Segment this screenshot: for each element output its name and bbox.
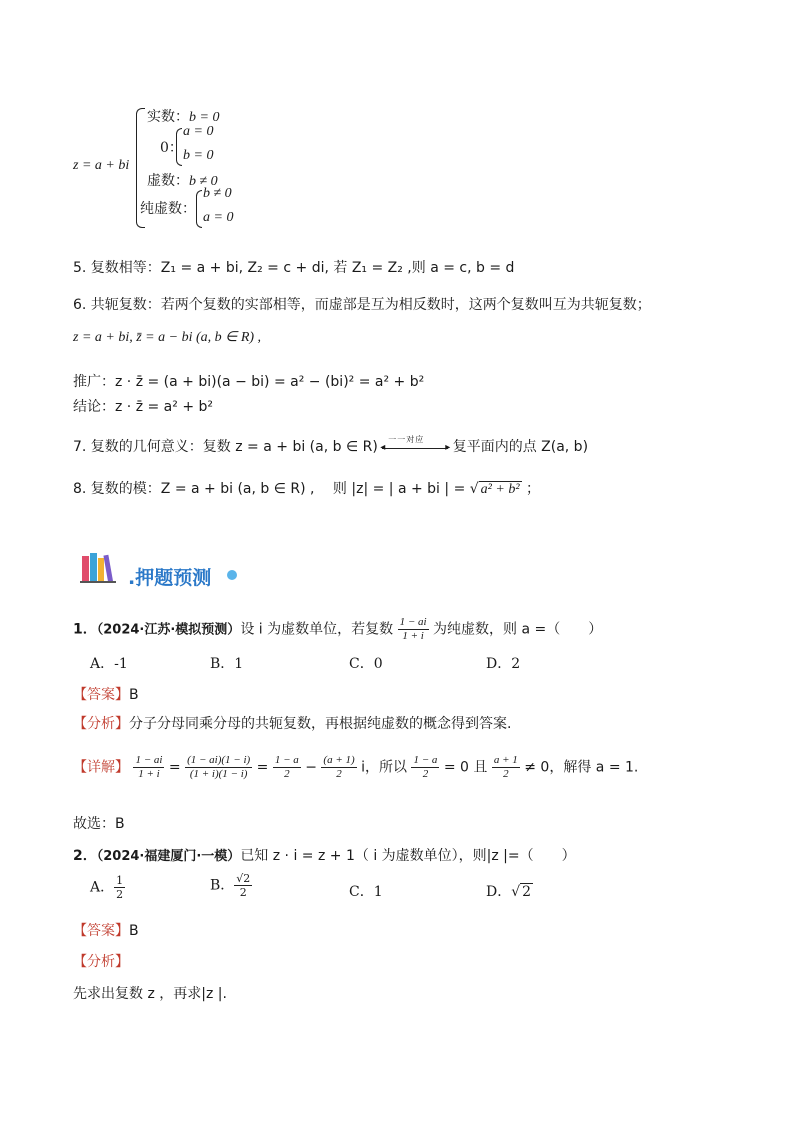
q2-answer-value: B [129,923,139,939]
q1-stem-pre: 设 i 为虚数单位，若复数 [240,621,394,638]
q2-option-d: D．√ 2 [486,884,532,900]
books-icon [80,550,120,584]
q1-choose: 故选：B [73,816,125,832]
q1-source: （2024·江苏·模拟预测） [96,622,241,638]
zero-brace [176,128,182,166]
point-8 [73,478,540,498]
sqrt-sign: √ [469,481,479,497]
q1-option-b: B．1 [210,656,244,672]
q2-source: （2024·福建厦门·一模） [96,849,241,864]
detail-frac-5: $\frac{1 - a}{2}$ [413,754,438,780]
real-cond: b = 0 [189,110,220,125]
detail-frac-2: $\frac{(1 - ai)(1 - i)}{(1 + i)(1 - i)}$ [187,754,251,780]
one-to-one-arrow: 一一对应 ◂ ▸ [380,435,451,453]
q2-option-c: C．1 [349,884,383,900]
extend-line: 推广：z · z̄ = (a + bi)(a − bi) = a² − (bi)² = a² + b² [73,374,425,390]
point-7-post: 复平面内的点 Z(a, b) [452,439,589,455]
q2-option-b: B． $\frac{√2}{2}$ [210,872,251,899]
real-label: 实数： [147,109,189,125]
q1-analysis-tag: 【分析】 [73,716,129,732]
conclusion-line: 结论：z · z̄ = a² + b² [73,399,213,415]
point-6: 6. 共轭复数：若两个复数的实部相等，而虚部是互为相反数时，这两个复数叫互为共轭复数； [73,297,651,313]
q1-analysis-text: 分子分母同乘分母的共轭复数，再根据纯虚数的概念得到答案. [129,716,512,732]
detail-frac-1: $\frac{1 - ai}{1 + i}$ [135,754,163,780]
section-title: .押题预测 [128,567,212,589]
zero-cond-b: b = 0 [183,148,214,163]
pure-brace [196,190,202,228]
q2-option-b-frac: $\frac{√2}{2}$ [236,872,251,899]
point-7 [73,436,588,456]
q1-option-c: C．0 [349,656,383,672]
point-8-end: ； [525,481,540,497]
point-8-pre: 8. 复数的模：Z = a + bi (a, b ∈ R) , 则 |z| = | a + bi | = [73,481,466,497]
q1-option-a: A．-1 [90,656,128,672]
zero-label: 0： [160,140,183,156]
imag-label: 虚数： [147,173,189,189]
arrow-label: 一一对应 [388,435,425,444]
q1-fraction: $\frac{1 - ai}{1 + i}$ [399,616,427,642]
detail-frac-6: $\frac{a + 1}{2}$ [493,754,518,780]
zero-cond-a: a = 0 [183,124,214,139]
real-row [147,106,219,126]
q1-detail-tag: 【详解】 [73,759,129,776]
pure-cond-b: b ≠ 0 [203,186,232,201]
q2-option-a: A． $\frac{1}{2}$ [90,874,124,901]
q2-analysis-text: 先求出复数 z ，再求|z |. [73,986,227,1002]
q1-analysis [73,713,511,733]
point-7-pre: 7. 复数的几何意义：复数 z = a + bi (a, b ∈ R) [73,439,378,455]
dot-icon [227,570,237,580]
q1-option-d: D．2 [486,656,521,672]
q1-answer-value: B [129,687,139,703]
detail-frac-4: $\frac{(a + 1)}{2}$ [323,754,355,780]
pure-label: 纯虚数： [140,201,196,217]
q2-analysis-tag: 【分析】 [73,954,129,970]
q1-stem-post: 为纯虚数，则 a =（ ） [433,621,603,638]
q2-stem-text: 已知 z · i = z + 1（ i 为虚数单位），则|z |=（ ） [240,848,576,864]
q2-answer [73,920,139,940]
q1-answer-tag: 【答案】 [73,687,129,703]
pure-cond-a: a = 0 [203,210,234,225]
point-5: 5. 复数相等：Z₁ = a + bi, Z₂ = c + di, 若 Z₁ = Z₂ ,则 a = c, b = d [73,260,515,276]
q2-option-a-frac: $\frac{1}{2}$ [116,874,124,901]
question-2-stem [73,845,576,865]
point-6-formula: z = a + bi, z̄ = a − bi (a, b ∈ R) , [73,330,262,345]
q1-detail: 【详解】 $\frac{1 - ai}{1 + i}$ = $\frac{(1 - ai)(1 - i)}{(1 + i)(1 - i)}$ = $\frac{1 - a}{2}$ − $\frac{(a + 1)}{2}$ i，所以 $\frac{1 - a}{2}$ = 0 且 $\frac{a + 1}{2}$ ≠ 0，解得 a = 1. [73,754,639,780]
question-1-stem [73,616,602,643]
q2-number: 2． [73,848,97,864]
q1-number: 1． [73,621,97,638]
q2-answer-tag: 【答案】 [73,923,129,939]
classification-lhs: z = a + bi [73,158,130,173]
point-8-sqrt: a² + b² [480,482,520,497]
q1-answer [73,684,139,704]
detail-frac-3: $\frac{1 - a}{2}$ [274,754,299,780]
imag-cond: b ≠ 0 [189,174,218,189]
